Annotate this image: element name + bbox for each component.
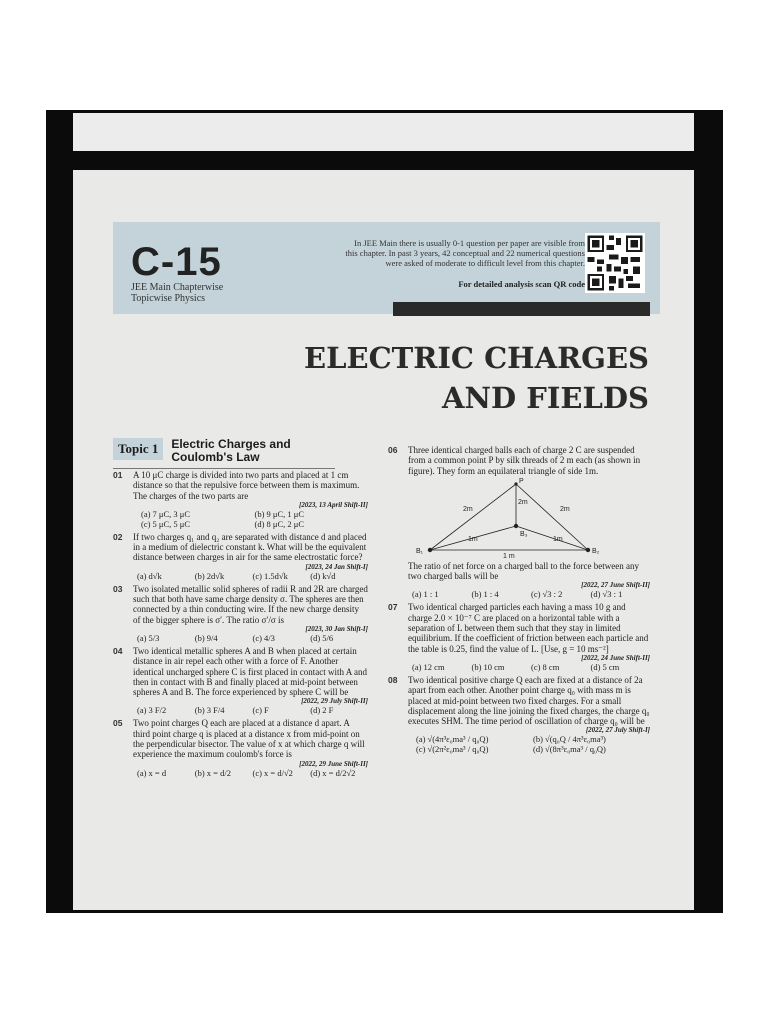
topic-name-line-1: Electric Charges and [171,437,291,451]
question-source: [2022, 27 June Shift-II] [581,581,650,590]
option-d: (d) k√d [310,570,336,581]
question-08 [388,675,650,754]
label-b2: B₂ [592,547,600,555]
topic-name [171,438,290,464]
question-number: 02 [113,531,123,542]
question-source: [2023, 13 April Shift-II] [299,500,368,509]
charged-balls-diagram [408,478,608,558]
option-d: (d) 5/6 [310,632,334,643]
topic-name-line-2: Coulomb's Law [171,450,260,464]
question-number: 01 [113,470,123,480]
question-text-continued: The ratio of net force on a charged ball to the force between any two charged balls will be [408,560,639,582]
topic-heading [113,438,365,464]
option-a: (a) 7 μC, 3 μC [141,508,191,519]
chapter-intro: In JEE Main there is usually 0-1 question per paper are visible from this chapter. In past 3 years, 42 conceptual and 22 numerical questions were asked of moderate to difficult level from this chapter. [345,238,585,268]
option-c: (c) x = d/√2 [252,767,293,778]
question-source: [2023, 30 Jan Shift-I] [305,624,368,633]
question-options [133,768,368,778]
question-source: [2022, 29 July Shift-II] [301,697,368,706]
option-d: (d) 2 F [310,705,334,716]
option-a: (a) d√k [137,570,162,581]
question-02 [113,532,368,581]
label-side-right: 1m [553,535,563,543]
label-side-base: 1 m [503,552,515,558]
option-b: (b) 10 cm [471,661,505,672]
question-options [133,571,368,581]
option-a: (a) 1 : 1 [412,589,439,600]
option-a: (a) x = d [137,767,167,778]
question-05 [113,718,368,777]
option-b: (b) 2d√k [194,570,225,581]
option-b: (b) √(q₀Q / 4π³ε₀ma³) [533,734,606,745]
question-04 [113,646,368,715]
option-b: (b) 9/4 [194,632,218,643]
option-d: (d) 8 μC, 2 μC [254,518,304,529]
book-line-1: JEE Main Chapterwise [131,282,224,293]
question-number: 04 [113,645,123,656]
question-source: [2022, 24 June Shift-II] [581,653,650,662]
label-side-left: 1m [468,535,478,543]
label-thread-mid: 2m [518,498,528,506]
option-d: (d) √3 : 1 [590,589,623,600]
title-line-1: ELECTRIC CHARGES [304,341,649,375]
option-d: (d) 5 cm [590,661,620,672]
question-options [408,734,650,754]
question-text: Two point charges Q each are placed at a distance d apart. A third point charge q is placed at a distance x from mid-point on the perpendicular bisector. The value of x at which charge q will experience the maximum coulomb's force is [133,718,365,760]
book-name [131,282,223,304]
question-options [133,633,368,643]
label-b3: B₃ [520,530,528,538]
question-text: Three identical charged balls each of charge 2 C are suspended from a common point P by silk threads of 2 m each (as shown in figure). They form an equilateral triangle of side 1m. [408,445,641,476]
question-number: 06 [388,445,398,455]
qr-code-icon [585,233,645,293]
question-options [133,509,368,529]
question-number: 07 [388,602,398,613]
topic-divider [113,468,335,469]
question-options [408,589,650,599]
option-c: (c) √3 : 2 [531,589,563,600]
question-06 [388,445,650,599]
question-text: Two identical metallic spheres A and B when placed at certain distance in air repel each other with a force of F. Another identical uncharged sphere C is first placed in contact with A and then in contact with B and finally placed at mid-point between spheres A and B. The force experienced by sphere C will be [133,645,368,698]
topic-tag: Topic 1 [113,438,163,460]
option-c: (c) F [252,705,269,716]
scan-note: For detailed analysis scan QR code [458,279,585,289]
question-03 [113,584,368,643]
option-c: (c) 5 μC, 5 μC [141,518,191,529]
chapter-code: C-15 [131,240,222,284]
label-thread-left: 2m [463,505,473,513]
label-b1: B₁ [416,547,424,555]
option-a: (a) √(4π³ε₀ma³ / q₀Q) [416,734,489,745]
right-column [388,445,650,757]
title-line-2: AND FIELDS [442,381,649,415]
chapter-title [229,338,649,418]
question-text: Two identical charged particles each having a mass 10 g and charge 2.0 × 10⁻⁷ C are placed on a horizontal table with a separation of L between them such that they stay in limited equilibrium. If the coefficient of friction between each particle and the table is 0.25, find the value of L. [Use, g = 10 ms⁻²] [408,602,649,654]
option-d: (d) √(8π³ε₀ma³ / q₀Q) [533,744,606,755]
question-number: 03 [113,583,123,594]
option-a: (a) 12 cm [412,661,445,672]
question-source: [2022, 27 July Shift-I] [585,726,650,735]
banner-dark-bar [393,302,650,316]
option-b: (b) 3 F/4 [194,705,225,716]
question-text: Two identical positive charge Q each are fixed at a distance of 2a apart from each other. Another point charge q₀ with mass m is placed at mid-point between two fixed charges. For a small displacement along the line joining the fixed charges, the charge q₀ executes SHM. The time period of oscillation of charge q₀ will be [408,674,650,727]
previous-page-strip [73,113,694,151]
book-line-2: Topicwise Physics [131,293,206,304]
question-text: Two isolated metallic solid spheres of radii R and 2R are charged such that both have same charge density σ. The spheres are then connected by a thin conducting wire. If the new charge density of the bigger sphere is σ′. The ratio σ′/σ is [133,583,368,625]
option-c: (c) 1.5d√k [252,570,288,581]
question-source: [2022, 29 June Shift-II] [299,759,368,768]
option-a: (a) 5/3 [137,632,160,643]
option-a: (a) 3 F/2 [137,705,167,716]
option-c: (c) 8 cm [531,661,560,672]
option-c: (c) 4/3 [252,632,275,643]
label-p: P [519,477,524,485]
left-column [113,470,368,781]
question-options [408,662,650,672]
question-number: 05 [113,718,123,729]
question-01 [113,470,368,529]
question-07 [388,602,650,671]
option-b: (b) 9 μC, 1 μC [254,508,304,519]
question-text: A 10 μC charge is divided into two parts and placed at 1 cm distance so that the repulsive force between them is maximum. The charges of the two parts are [133,470,360,501]
textbook-page [73,170,694,910]
question-source: [2023, 24 Jan Shift-I] [305,562,368,571]
option-b: (b) x = d/2 [194,767,231,778]
question-options [133,705,368,715]
question-text: If two charges q₁ and q₂ are separated with distance d and placed in a medium of dielectric constant k. What will be the equivalent distance between charges in air for the same electrostatic force? [133,531,367,563]
option-c: (c) √(2π²ε₀ma³ / q₀Q) [416,744,489,755]
question-number: 08 [388,674,398,685]
label-thread-right: 2m [560,505,570,513]
option-d: (d) x = d/2√2 [310,767,356,778]
option-b: (b) 1 : 4 [471,589,499,600]
